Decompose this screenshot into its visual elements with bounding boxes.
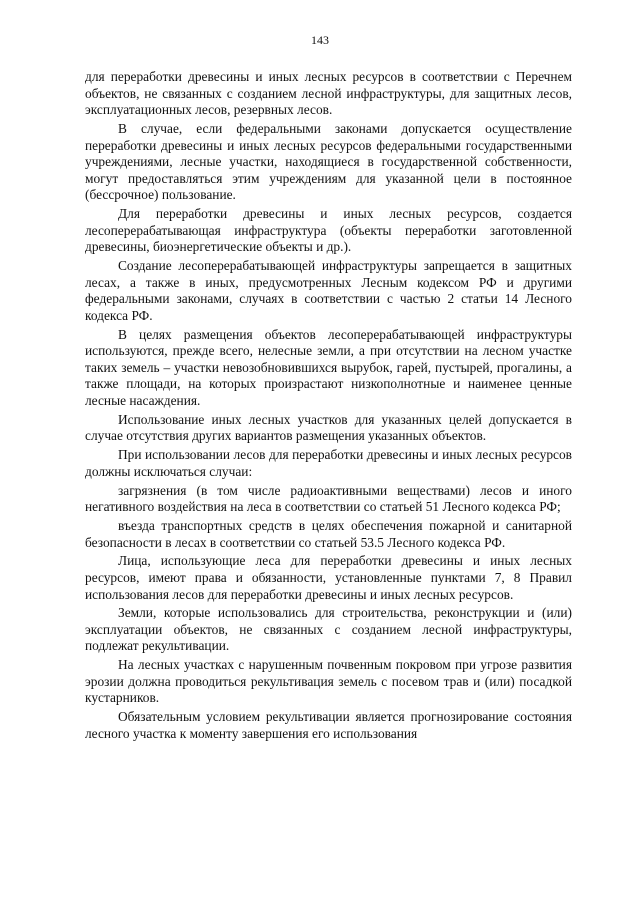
paragraph-1: для переработки древесины и иных лесных ресурсов в соответствии с Перечнем объектов, не связанных с созданием лесной инфраструктуры, для защитных лесов, эксплуатационных лесов, резервных лесов. [85,69,572,118]
paragraph-10: Лица, использующие леса для переработки древесины и иных лесных ресурсов, имеют права и обязанности, установленные пунктами 7, 8 Правил использования лесов для переработки древесины и иных лесных ресурсов. [85,553,572,602]
paragraph-13: Обязательным условием рекультивации является прогнозирование состояния лесного участка к моменту завершения его использования [85,709,572,741]
page-number: 143 [311,33,329,47]
paragraph-5: В целях размещения объектов лесоперерабатывающей инфраструктуры используются, прежде всего, нелесные земли, а при отсутствии на лесном участке таких земель – участки невозобновившихся вырубок, гарей, пустырей, прогалины, а также площади, на которых произрастают низкополнотные и наименее ценные лесные насаждения. [85,326,572,409]
paragraph-7: При использовании лесов для переработки древесины и иных лесных ресурсов должны исключаться случаи: [85,447,572,479]
paragraph-4: Создание лесоперерабатывающей инфраструктуры запрещается в защитных лесах, а также в иных, предусмотренных Лесным кодексом РФ и другими федеральными законами, случаях в соответствии с частью 2 статьи 14 Лесного кодекса РФ. [85,258,572,323]
paragraph-12: На лесных участках с нарушенным почвенным покровом при угрозе развития эрозии должна проводиться рекультивация земель с посевом трав и (или) посадкой кустарников. [85,657,572,706]
document-body [85,69,572,745]
paragraph-6: Использование иных лесных участков для указанных целей допускается в случае отсутствия других вариантов размещения указанных объектов. [85,411,572,444]
paragraph-3: Для переработки древесины и иных лесных ресурсов, создается лесоперерабатывающая инфраструктура (объекты переработки заготовленной древесины, биоэнергетические объекты и др.). [85,206,572,255]
paragraph-9: въезда транспортных средств в целях обеспечения пожарной и санитарной безопасности в лесах в соответствии со статьей 53.5 Лесного кодекса РФ. [85,517,572,550]
paragraph-2: В случае, если федеральными законами допускается осуществление переработки древесины и иных лесных ресурсов федеральными государственными учреждениями, лесные участки, находящиеся в государственной собственности, могут предоставляться этим учреждениям для указанной цели в постоянное (бессрочное) пользование. [85,120,572,203]
paragraph-11: Земли, которые использовались для строительства, реконструкции и (или) эксплуатации объектов, не связанных с созданием лесной инфраструктуры, подлежат рекультивации. [85,605,572,654]
paragraph-8: загрязнения (в том числе радиоактивными веществами) лесов и иного негативного воздействия на леса в соответствии со статьей 51 Лесного кодекса РФ; [85,482,572,515]
